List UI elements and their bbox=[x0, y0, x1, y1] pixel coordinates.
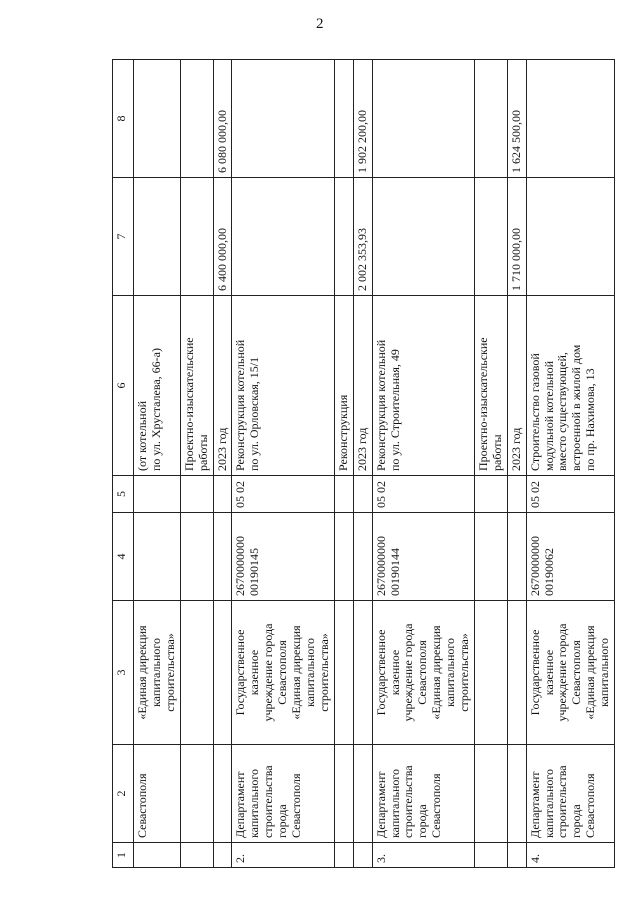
table-cell bbox=[474, 296, 507, 476]
table-row bbox=[526, 60, 614, 868]
table-cell bbox=[474, 60, 507, 178]
table-cell bbox=[526, 178, 614, 296]
table-cell bbox=[372, 843, 474, 868]
table-cell bbox=[474, 745, 507, 843]
table-cell bbox=[232, 601, 334, 745]
table-cell bbox=[232, 476, 334, 513]
cell-text: 2023 год bbox=[354, 427, 369, 471]
cell-text: 6 080 000,00 bbox=[214, 110, 229, 173]
cell-text: Реконструкция bbox=[335, 394, 350, 471]
table-cell bbox=[334, 745, 353, 843]
cell-text: Государственное казенное учреждение города Севастополя «Единая дирекция капитального строительства» bbox=[373, 623, 472, 722]
cell-text: Департамент капитального строительства города Севастополя bbox=[233, 765, 304, 838]
column-header: 6 bbox=[113, 296, 134, 476]
table-cell bbox=[507, 513, 526, 601]
table-cell bbox=[474, 178, 507, 296]
cell-text: 2670000000 00190062 bbox=[527, 536, 556, 596]
table-cell bbox=[372, 476, 474, 513]
table-cell bbox=[372, 601, 474, 745]
table-cell bbox=[134, 296, 181, 476]
cell-text: 1 902 200,00 bbox=[354, 110, 369, 173]
table-cell bbox=[213, 601, 232, 745]
table-cell bbox=[372, 178, 474, 296]
table-row bbox=[353, 60, 372, 868]
table-cell bbox=[474, 513, 507, 601]
cell-text: 1 624 500,00 bbox=[508, 110, 523, 173]
table-cell bbox=[213, 745, 232, 843]
budget-table bbox=[112, 59, 615, 868]
table-cell bbox=[334, 513, 353, 601]
table-cell bbox=[180, 296, 213, 476]
table-cell bbox=[372, 513, 474, 601]
cell-text: (от котельной по ул. Хрусталева, 66-а) bbox=[135, 347, 163, 471]
cell-text: «Единая дирекция капитального строительства» bbox=[135, 625, 177, 720]
table-cell bbox=[213, 60, 232, 178]
cell-text: Реконструкция котельной по ул. Орловская, 15/1 bbox=[233, 339, 262, 471]
table-cell bbox=[334, 601, 353, 745]
cell-text: 05 02 bbox=[527, 481, 542, 508]
table-cell bbox=[180, 843, 213, 868]
table-cell bbox=[526, 513, 614, 601]
table-cell bbox=[474, 843, 507, 868]
column-header: 5 bbox=[113, 476, 134, 513]
table-cell bbox=[134, 476, 181, 513]
table-cell bbox=[334, 843, 353, 868]
cell-text: 2. bbox=[233, 854, 248, 863]
table-cell bbox=[134, 178, 181, 296]
cell-text: Реконструкция котельной по ул. Строительная, 49 bbox=[373, 339, 402, 471]
cell-text: 05 02 bbox=[373, 481, 388, 508]
column-header: 2 bbox=[113, 745, 134, 843]
cell-text: 6 400 000,00 bbox=[214, 228, 229, 291]
table-cell bbox=[232, 60, 334, 178]
table-cell bbox=[180, 178, 213, 296]
table-cell bbox=[507, 745, 526, 843]
cell-text: Государственное казенное учреждение города Севастополя «Единая дирекция капитального bbox=[527, 623, 612, 722]
table-cell bbox=[372, 745, 474, 843]
column-header: 8 bbox=[113, 60, 134, 178]
table-cell bbox=[507, 178, 526, 296]
table-cell bbox=[134, 601, 181, 745]
table-cell bbox=[526, 843, 614, 868]
table-row bbox=[474, 60, 507, 868]
table-cell bbox=[213, 476, 232, 513]
cell-text: Департамент капитального строительства города Севастополя bbox=[527, 765, 598, 838]
table-cell bbox=[474, 601, 507, 745]
cell-text: Департамент капитального строительства города Севастополя bbox=[373, 765, 444, 838]
table-row bbox=[134, 60, 181, 868]
table-cell bbox=[474, 476, 507, 513]
table-cell bbox=[507, 476, 526, 513]
cell-text: 2023 год bbox=[508, 427, 523, 471]
cell-text: 1 710 000,00 bbox=[508, 228, 523, 291]
cell-text: Проектно-изыскательские работы bbox=[181, 337, 210, 471]
table-cell bbox=[507, 843, 526, 868]
table-body bbox=[134, 60, 615, 868]
table-cell bbox=[526, 476, 614, 513]
table-cell bbox=[334, 296, 353, 476]
table-cell bbox=[372, 60, 474, 178]
table-cell bbox=[334, 178, 353, 296]
table-cell bbox=[507, 296, 526, 476]
table-cell bbox=[353, 178, 372, 296]
table-cell bbox=[134, 843, 181, 868]
table-cell bbox=[180, 513, 213, 601]
table-cell bbox=[353, 296, 372, 476]
page-number: 2 bbox=[316, 16, 324, 32]
table-cell bbox=[526, 745, 614, 843]
cell-text: Государственное казенное учреждение города Севастополя «Единая дирекция капитального строительства» bbox=[233, 623, 331, 722]
rotated-table-inner bbox=[112, 60, 612, 868]
table-cell bbox=[353, 60, 372, 178]
table-cell bbox=[180, 60, 213, 178]
rotated-table-frame bbox=[112, 60, 612, 868]
table-cell bbox=[232, 843, 334, 868]
table-cell bbox=[213, 296, 232, 476]
column-header: 3 bbox=[113, 601, 134, 745]
header-row bbox=[113, 60, 134, 868]
table-cell bbox=[232, 745, 334, 843]
table-row bbox=[507, 60, 526, 868]
cell-text: 4. bbox=[527, 854, 542, 863]
table-cell bbox=[507, 601, 526, 745]
table-cell bbox=[134, 745, 181, 843]
table-cell bbox=[232, 296, 334, 476]
table-cell bbox=[353, 476, 372, 513]
cell-text: Проектно-изыскательские работы bbox=[475, 337, 504, 471]
cell-text: 2670000000 00190144 bbox=[373, 536, 402, 596]
table-cell bbox=[334, 60, 353, 178]
table-row bbox=[213, 60, 232, 868]
cell-text: 2023 год bbox=[214, 427, 229, 471]
table-cell bbox=[134, 513, 181, 601]
table-cell bbox=[180, 601, 213, 745]
table-cell bbox=[213, 178, 232, 296]
table-cell bbox=[134, 60, 181, 178]
table-cell bbox=[353, 745, 372, 843]
table-cell bbox=[372, 296, 474, 476]
table-cell bbox=[213, 513, 232, 601]
table-cell bbox=[180, 745, 213, 843]
table-cell bbox=[507, 60, 526, 178]
cell-text: 2 002 353,93 bbox=[354, 228, 369, 291]
table-cell bbox=[526, 296, 614, 476]
table-cell bbox=[213, 843, 232, 868]
cell-text: Севастополя bbox=[135, 773, 149, 838]
cell-text: 05 02 bbox=[233, 481, 248, 508]
column-header: 7 bbox=[113, 178, 134, 296]
table-cell bbox=[334, 476, 353, 513]
table-row bbox=[334, 60, 353, 868]
column-header: 4 bbox=[113, 513, 134, 601]
table-cell bbox=[232, 513, 334, 601]
table-cell bbox=[353, 843, 372, 868]
cell-text: 3. bbox=[373, 854, 388, 863]
table-cell bbox=[353, 513, 372, 601]
table-row bbox=[372, 60, 474, 868]
table-cell bbox=[526, 601, 614, 745]
table-row bbox=[232, 60, 334, 868]
column-header: 1 bbox=[113, 843, 134, 868]
table-row bbox=[180, 60, 213, 868]
cell-text: 2670000000 00190145 bbox=[233, 536, 262, 596]
table-cell bbox=[180, 476, 213, 513]
table-cell bbox=[353, 601, 372, 745]
table-cell bbox=[526, 60, 614, 178]
table-cell bbox=[232, 178, 334, 296]
cell-text: Строительство газовой модульной котельной вместо существующей, встроенной в жилой дом по пр. Нахимова, 13 bbox=[527, 344, 598, 471]
